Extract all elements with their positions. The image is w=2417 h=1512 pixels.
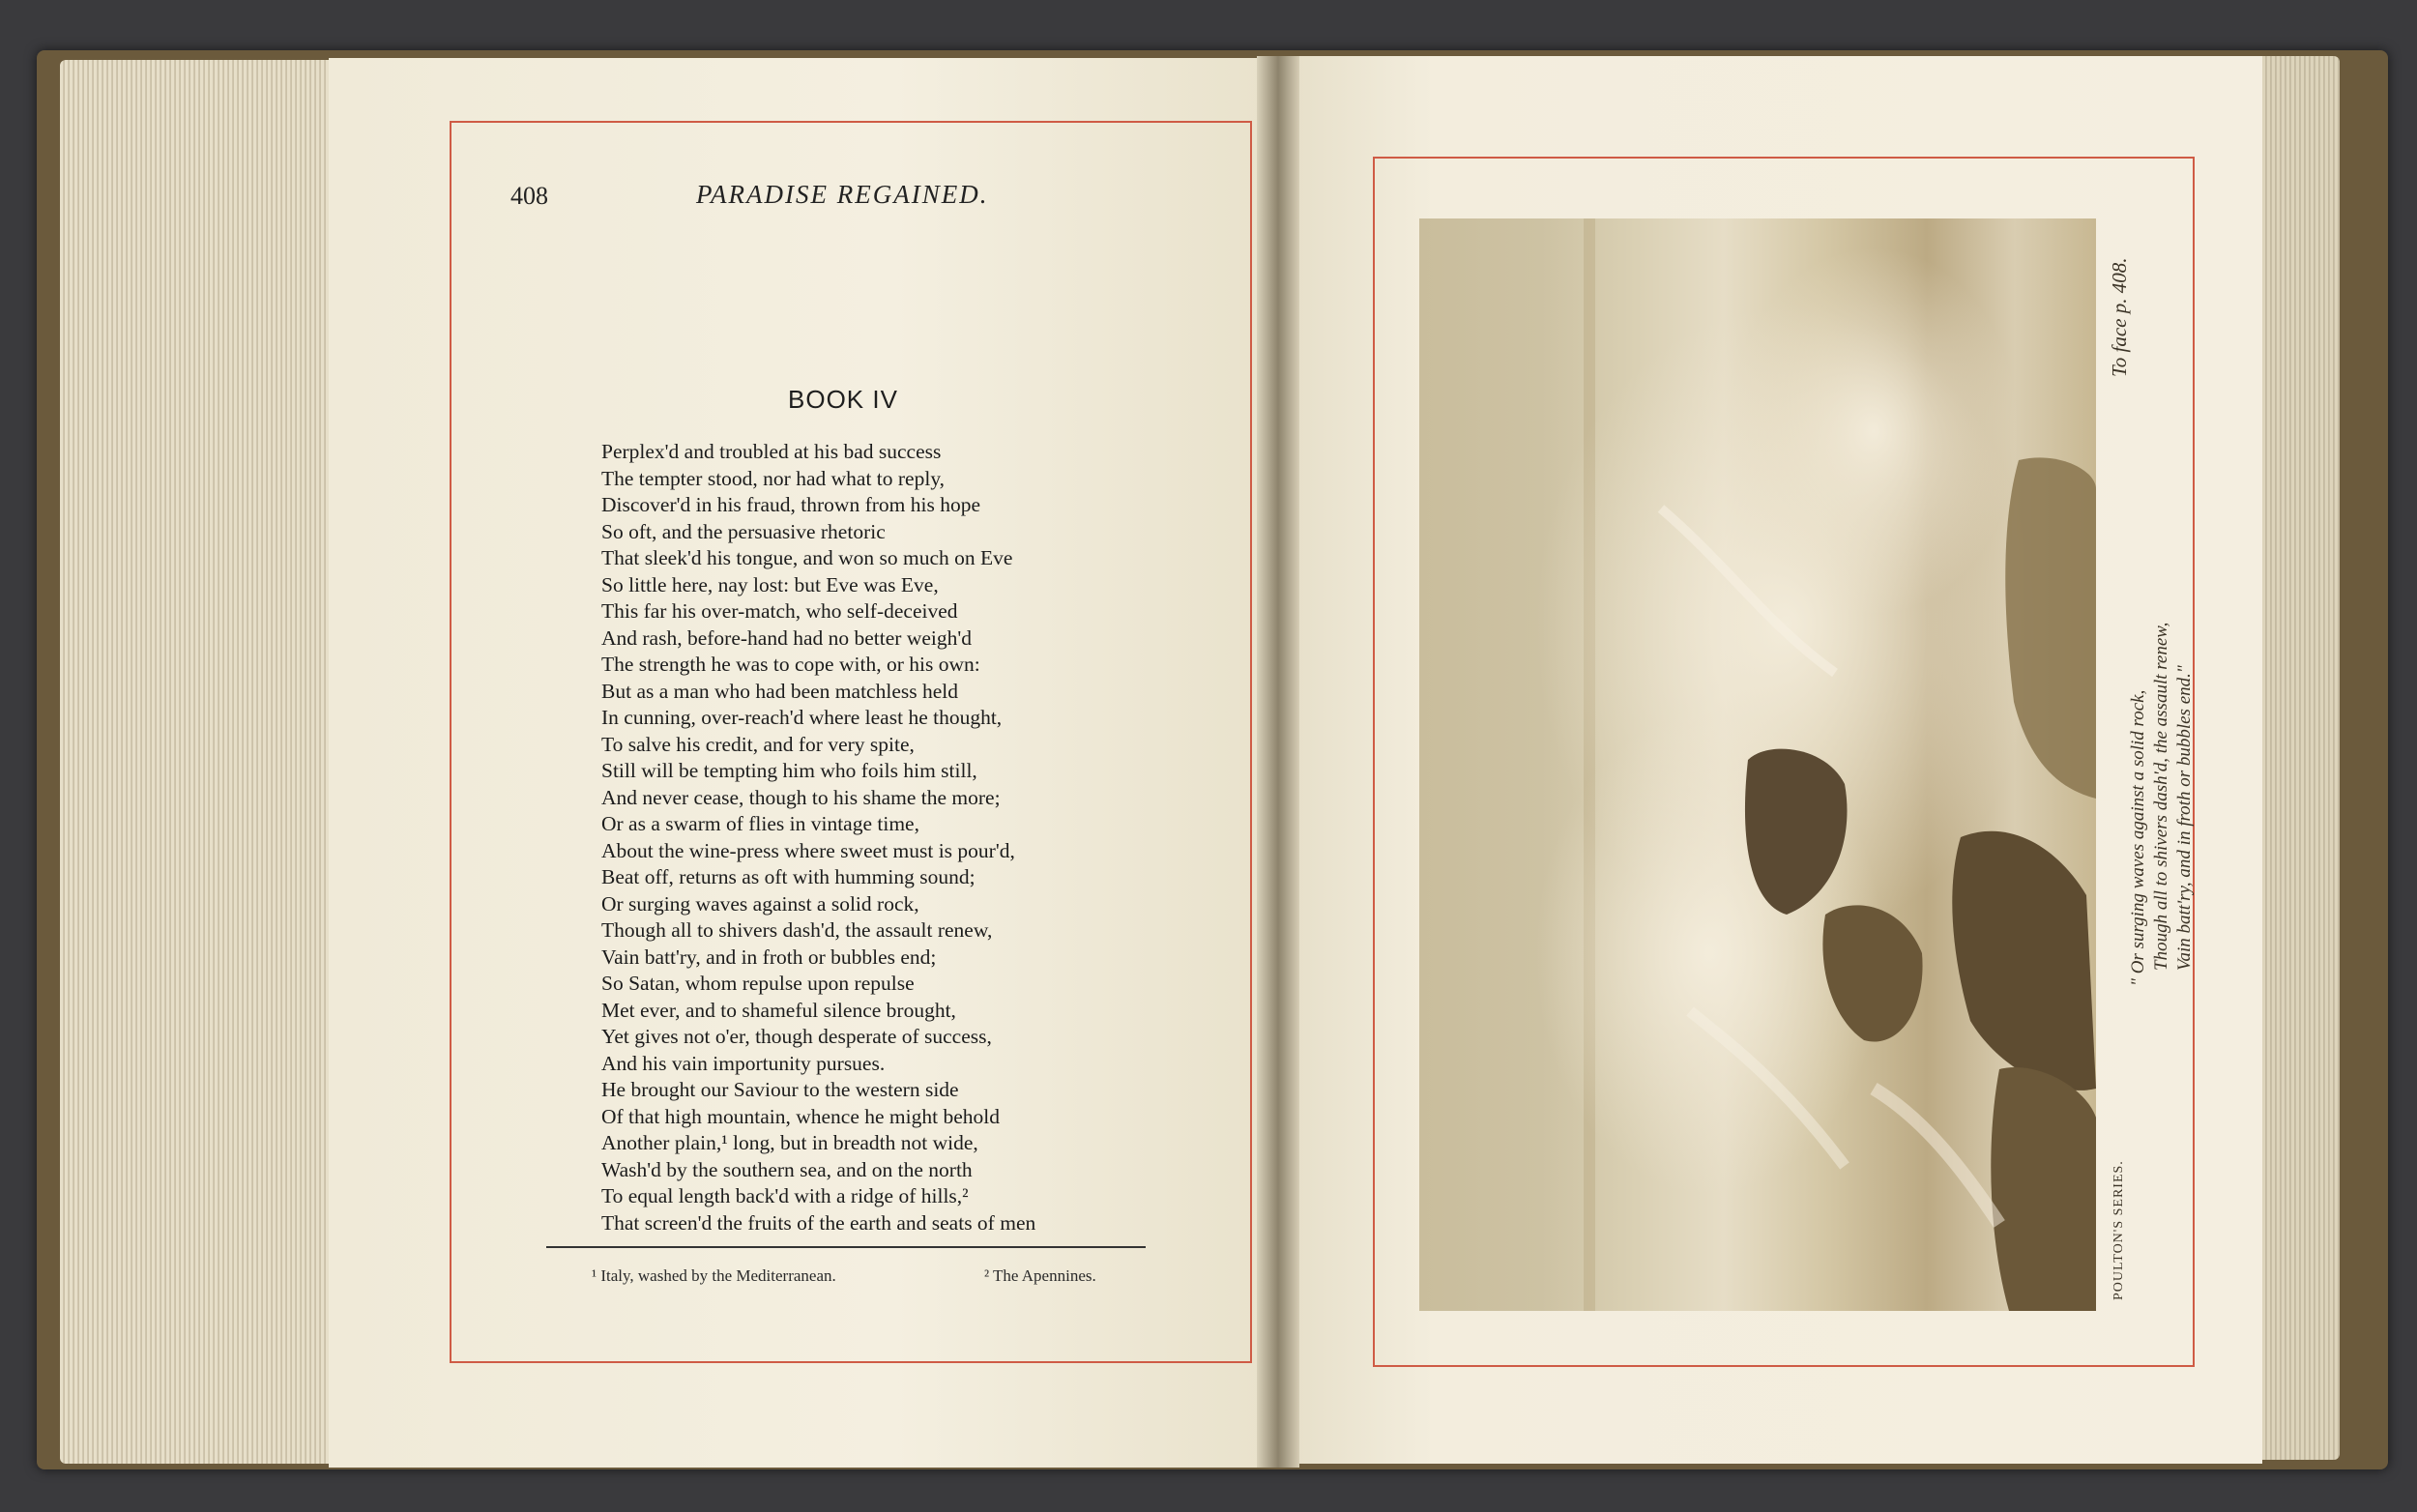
poem-line: So Satan, whom repulse upon repulse <box>601 972 915 995</box>
poem-line: So oft, and the persuasive rhetoric <box>601 519 886 543</box>
poem-line: To salve his credit, and for very spite, <box>601 732 915 756</box>
plate-reference: To face p. 408. <box>2108 257 2131 377</box>
poem-line: Or as a swarm of flies in vintage time, <box>601 812 919 835</box>
caption-line: Vain batt'ry, and in froth or bubbles end." <box>2174 665 2195 971</box>
poem-line: To equal length back'd with a ridge of hills,² <box>601 1184 969 1207</box>
footnote: ² The Apennines. <box>984 1266 1096 1285</box>
footnote: ¹ Italy, washed by the Mediterranean. <box>592 1266 836 1285</box>
poem-line: And rash, before-hand had no better weigh'd <box>601 625 972 650</box>
poem-line: Still will be tempting him who foils him still, <box>601 759 977 782</box>
poem-line: Met ever, and to shameful silence brought, <box>601 998 956 1022</box>
poem-line: And his vain importunity pursues. <box>601 1051 886 1075</box>
book-gutter <box>1257 56 1299 1468</box>
poem-line: Perplex'd and troubled at his bad success <box>601 440 942 463</box>
poem-line: That screen'd the fruits of the earth and seats of men <box>601 1210 1036 1235</box>
caption-line: Though all to shivers dash'd, the assault renew, <box>2151 622 2171 971</box>
poem-line: This far his over-match, who self-deceived <box>601 599 958 623</box>
caption-line: " Or surging waves against a solid rock, <box>2128 689 2148 986</box>
page-number: 408 <box>510 182 548 210</box>
footnote-rule <box>546 1246 1146 1248</box>
poem-line: But as a man who had been matchless held <box>601 679 958 703</box>
plate-caption <box>2127 623 2197 986</box>
waves-on-rocks-image <box>1419 218 2096 1311</box>
poem-line: Wash'd by the southern sea, and on the north <box>601 1157 973 1181</box>
poem-line: Or surging waves against a solid rock, <box>601 891 919 916</box>
poem-line: He brought our Saviour to the western side <box>601 1078 959 1101</box>
poem-line: Of that high mountain, whence he might behold <box>601 1104 1000 1128</box>
running-head: PARADISE REGAINED. <box>696 180 989 209</box>
poem-line: About the wine-press where sweet must is pour'd, <box>601 838 1015 862</box>
left-page-edges <box>60 60 340 1464</box>
poem-line: In cunning, over-reach'd where least he thought, <box>601 706 1003 729</box>
poem-line: Though all to shivers dash'd, the assault renew, <box>601 918 993 942</box>
right-page-edges <box>2253 56 2340 1460</box>
poem-line: Another plain,¹ long, but in breadth not wide, <box>601 1131 978 1154</box>
poem-line: Yet gives not o'er, though desperate of success, <box>601 1025 992 1048</box>
book-heading: BOOK IV <box>788 385 898 414</box>
photograph-plate <box>1419 218 2096 1311</box>
poem-line: So little here, nay lost: but Eve was Eve, <box>601 572 939 596</box>
poem-text <box>601 439 1162 1236</box>
series-label: POULTON'S SERIES. <box>2111 1160 2126 1300</box>
poem-line: Vain batt'ry, and in froth or bubbles end; <box>601 945 937 969</box>
poem-line: Discover'd in his fraud, thrown from his hope <box>601 493 980 516</box>
poem-line: The tempter stood, nor had what to reply, <box>601 466 946 490</box>
poem-line: The strength he was to cope with, or his own: <box>601 653 980 676</box>
poem-line: Beat off, returns as oft with humming sound; <box>601 865 976 888</box>
poem-line: And never cease, though to his shame the more; <box>601 785 1001 809</box>
poem-line: That sleek'd his tongue, and won so much on Eve <box>601 546 1013 569</box>
